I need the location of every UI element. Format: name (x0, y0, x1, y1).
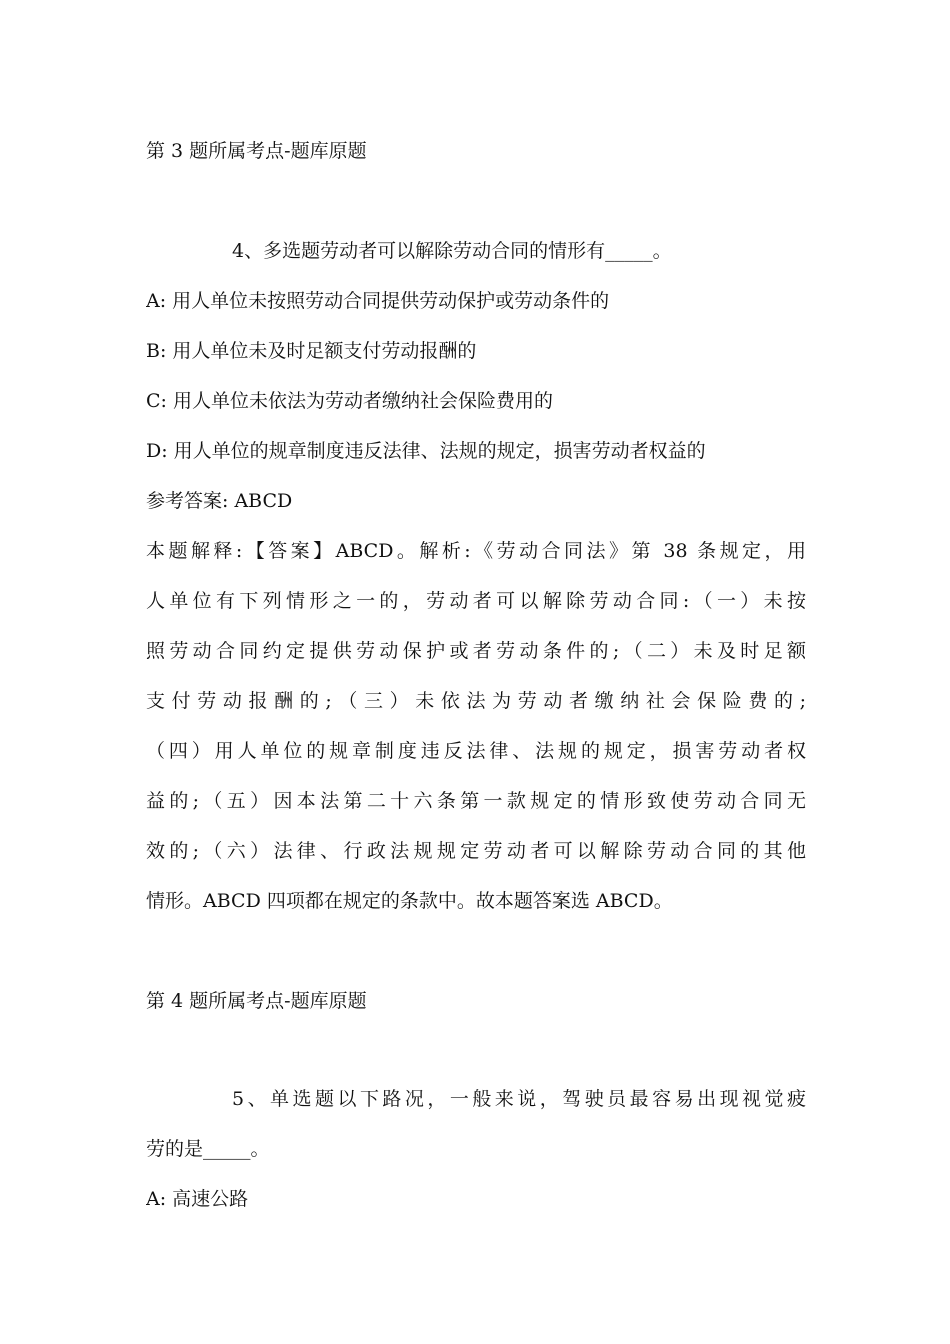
question-4-option-b: B: 用人单位未及时足额支付劳动报酬的 (146, 340, 477, 362)
question-5-option-a: A: 高速公路 (146, 1188, 249, 1210)
explanation-line: 支付劳动报酬的;（三）未依法为劳动者缴纳社会保险费的; (146, 690, 806, 712)
explanation-line: 益的;（五）因本法第二十六条第一款规定的情形致使劳动合同无 (146, 790, 806, 812)
section-3-label: 第 3 题所属考点-题库原题 (146, 140, 367, 162)
explanation-line: 本题解释:【答案】ABCD。解析:《劳动合同法》第 38 条规定，用 (146, 540, 806, 562)
question-4-stem: 4、多选题劳动者可以解除劳动合同的情形有_____。 (232, 240, 672, 262)
explanation-line: 效的;（六）法律、行政法规规定劳动者可以解除劳动合同的其他 (146, 840, 806, 862)
explanation-line: （四）用人单位的规章制度违反法律、法规的规定，损害劳动者权 (146, 740, 806, 762)
section-4-label: 第 4 题所属考点-题库原题 (146, 990, 367, 1012)
explanation-line: 照劳动合同约定提供劳动保护或者劳动条件的;（二）未及时足额 (146, 640, 806, 662)
question-4-answer: 参考答案: ABCD (146, 490, 293, 512)
question-5-stem-line-2: 劳的是_____。 (146, 1138, 270, 1160)
explanation-line: 人单位有下列情形之一的，劳动者可以解除劳动合同:（一）未按 (146, 590, 806, 612)
question-5-stem-line-1: 5、单选题以下路况，一般来说，驾驶员最容易出现视觉疲 (232, 1088, 806, 1110)
question-4-option-a: A: 用人单位未按照劳动合同提供劳动保护或劳动条件的 (146, 290, 610, 312)
explanation-line: 情形。ABCD 四项都在规定的条款中。故本题答案选 ABCD。 (146, 890, 673, 912)
question-4-option-c: C: 用人单位未依法为劳动者缴纳社会保险费用的 (146, 390, 553, 412)
question-4-option-d: D: 用人单位的规章制度违反法律、法规的规定，损害劳动者权益的 (146, 440, 706, 462)
